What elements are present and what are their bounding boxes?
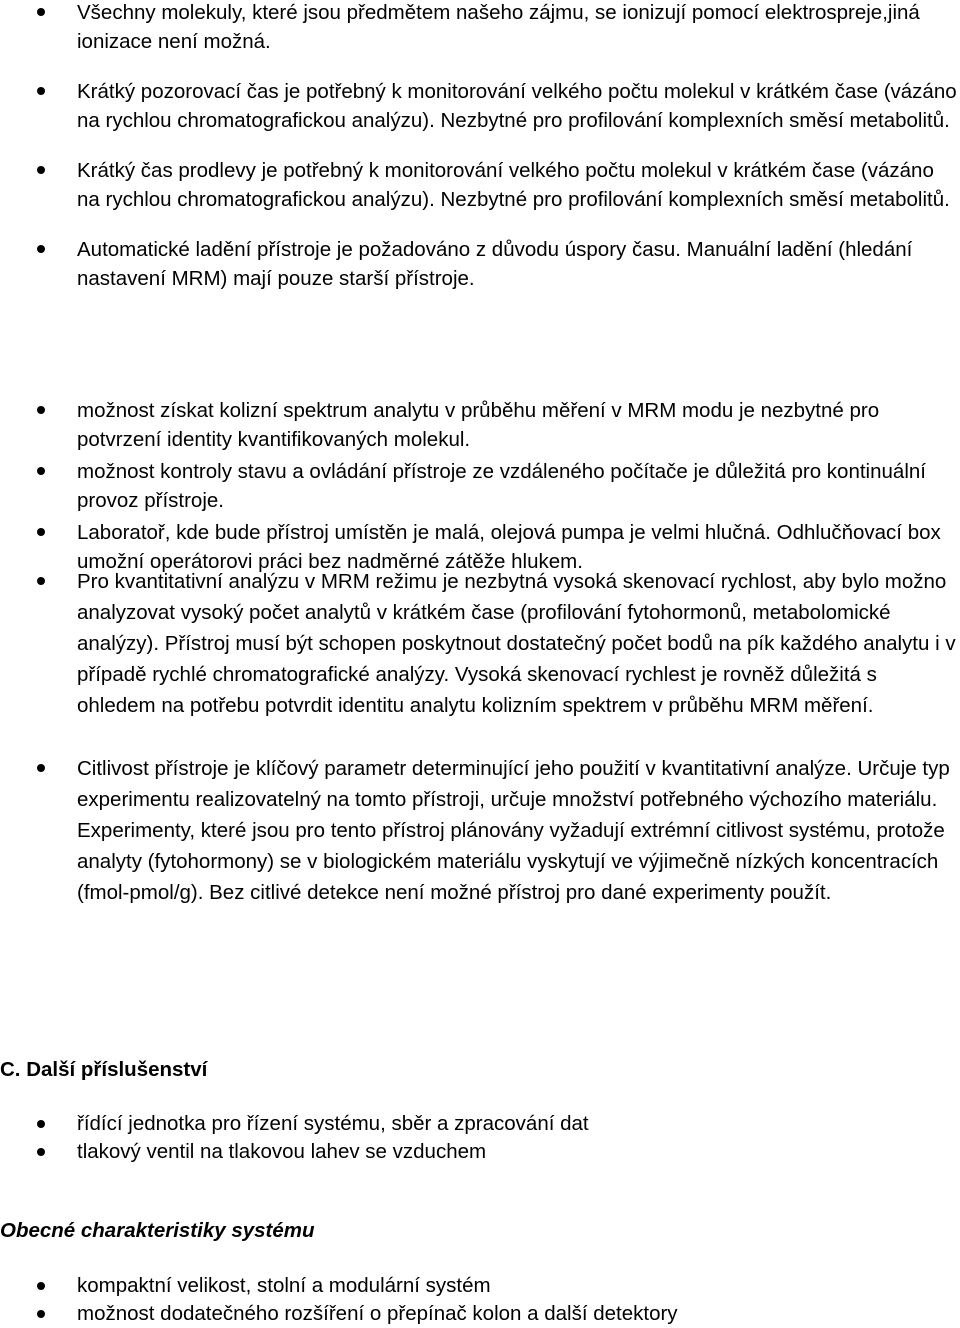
bullet-list-requirements xyxy=(0,0,960,293)
list-item-text: tlakový ventil na tlakovou lahev se vzduchem xyxy=(77,1140,487,1163)
bullet-list-accessories xyxy=(0,1110,960,1166)
list-item xyxy=(0,235,960,293)
list-item xyxy=(0,156,960,214)
list-item xyxy=(0,396,960,454)
list-item-text: možnost získat kolizní spektrum analytu v průběhu měření v MRM modu je nezbytné pro potvrzení identity kvantifikovaných molekul. xyxy=(77,399,880,451)
bullet-list-general xyxy=(0,1272,960,1328)
list-item xyxy=(0,753,960,908)
list-item xyxy=(0,457,960,515)
list-item-text: Automatické ladění přístroje je požadováno z důvodu úspory času. Manuální ladění (hledání nastavení MRM) mají pouze starší přístroje. xyxy=(77,238,913,290)
bullet-icon xyxy=(37,406,45,414)
list-item-text: řídící jednotka pro řízení systému, sběr a zpracování dat xyxy=(77,1112,589,1135)
bullet-icon xyxy=(37,166,45,174)
list-item xyxy=(0,1138,960,1166)
section-heading-general: Obecné charakteristiky systému xyxy=(0,1219,315,1242)
list-item-text: Krátký čas prodlevy je potřebný k monitorování velkého počtu molekul v krátkém čase (vázáno na rychlou chromatografickou analýzu). Nezbytné pro profilování komplexních směsí metabolitů. xyxy=(77,159,950,211)
bullet-icon xyxy=(37,1120,45,1128)
bullet-icon xyxy=(37,1148,45,1156)
list-item-text: Laboratoř, kde bude přístroj umístěn je malá, olejová pumpa je velmi hlučná. Odhlučňovací box umožní operátorovi práci bez nadměrné zátěže hlukem. xyxy=(77,521,941,573)
bullet-icon xyxy=(37,528,45,536)
list-item xyxy=(0,1272,960,1300)
list-item-text: kompaktní velikost, stolní a modulární systém xyxy=(77,1274,491,1297)
bullet-icon xyxy=(37,467,45,475)
bullet-icon xyxy=(37,764,45,772)
bullet-icon xyxy=(37,1282,45,1290)
bullet-list-features xyxy=(0,396,960,576)
list-item xyxy=(0,566,960,721)
list-item-text: Všechny molekuly, které jsou předmětem našeho zájmu, se ionizují pomocí elektrospreje,jiná ionizace není možná. xyxy=(77,1,920,53)
bullet-icon xyxy=(37,8,45,16)
bullet-icon xyxy=(37,577,45,585)
list-item xyxy=(0,1300,960,1328)
bullet-list-performance xyxy=(0,566,960,908)
bullet-icon xyxy=(37,87,45,95)
list-item xyxy=(0,1110,960,1138)
list-item-text: možnost kontroly stavu a ovládání přístroje ze vzdáleného počítače je důležitá pro kontinuální provoz přístroje. xyxy=(77,460,926,512)
list-item-text: Krátký pozorovací čas je potřebný k monitorování velkého počtu molekul v krátkém čase (vázáno na rychlou chromatografickou analýzu). Nezbytné pro profilování komplexních směsí metabolitů. xyxy=(77,80,957,132)
list-item xyxy=(0,0,960,56)
section-heading-accessories: C. Další příslušenství xyxy=(0,1058,208,1081)
list-item-text: Citlivost přístroje je klíčový parametr determinující jeho použití v kvantitativní analýze. Určuje typ experimentu realizovatelný na tomto přístroji, určuje množství potřebného výchozího materiálu. Experimenty, které jsou pro tento přístroj plánovány vyžadují extrémní citlivost systému, protože analyty (fytohormony) se v biologickém materiálu vyskytují ve výjimečně nízkých koncentracích (fmol-pmol/g). Bez citlivé detekce není možné přístroj pro dané experimenty použít. xyxy=(77,757,950,904)
bullet-icon xyxy=(37,245,45,253)
list-item-text: možnost dodatečného rozšíření o přepínač kolon a další detektory xyxy=(77,1302,678,1325)
list-item-text: Pro kvantitativní analýzu v MRM režimu je nezbytná vysoká skenovací rychlost, aby bylo možno analyzovat vysoký počet analytů v krátkém čase (profilování fytohormonů, metabolomické analýzy). Přístroj musí být schopen poskytnout dostatečný počet bodů na pík každého analytu i v případě rychlé chromatografické analýzy. Vysoká skenovací rychlest je rovněž důležitá s ohledem na potřebu potvrdit identitu analytu kolizním spektrem v průběhu MRM měření. xyxy=(77,570,956,717)
list-item xyxy=(0,77,960,135)
bullet-icon xyxy=(37,1310,45,1318)
